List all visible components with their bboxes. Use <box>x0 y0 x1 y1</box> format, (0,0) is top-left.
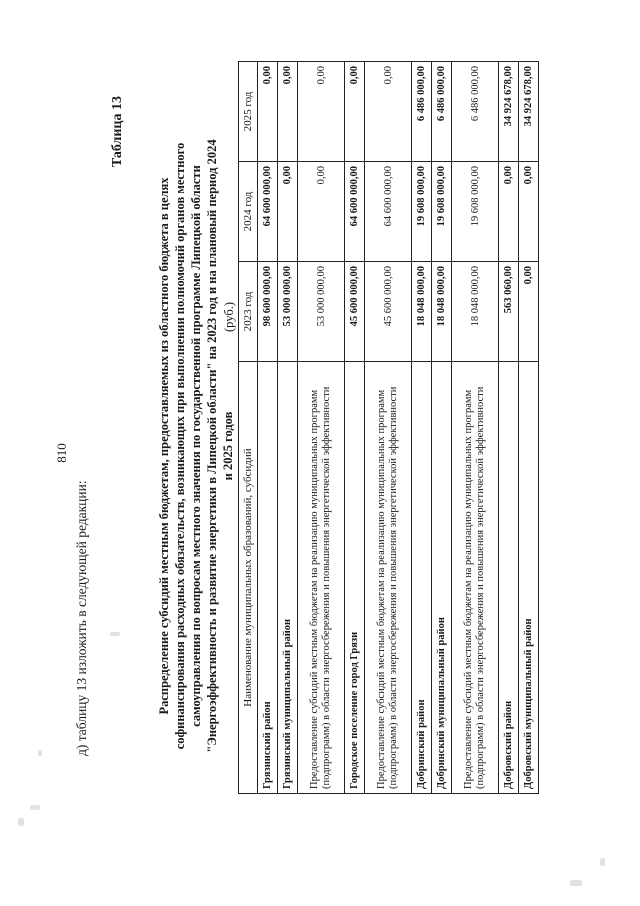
cell-2025: 34 924 678,00 <box>499 62 519 162</box>
table-label: Таблица 13 <box>110 96 125 168</box>
cell-2024: 64 600 000,00 <box>345 162 365 262</box>
intro-line: д) таблицу 13 изложить в следующей редакции: <box>74 480 89 756</box>
subsidy-table <box>238 61 539 794</box>
cell-2025: 6 486 000,00 <box>432 62 452 162</box>
table-row <box>365 62 412 794</box>
header-2024: 2024 год <box>239 162 258 262</box>
header-name: Наименование муниципальных образований, субсидий <box>239 362 258 794</box>
cell-name: Добринский муниципальный район <box>432 362 452 794</box>
cell-name: Городское поселение город Грязи <box>345 362 365 794</box>
cell-2023: 53 000 000,00 <box>298 262 345 362</box>
cell-name: Предоставление субсидий местным бюджетам на реализацию муниципальных программ (подпрограмм) в области энергосбережения и повышения энергетической эффективности <box>452 362 499 794</box>
cell-2023: 98 600 000,00 <box>258 262 278 362</box>
cell-2023: 18 048 000,00 <box>452 262 499 362</box>
cell-2025: 6 486 000,00 <box>412 62 432 162</box>
cell-2024: 64 600 000,00 <box>258 162 278 262</box>
cell-name: Добровский муниципальный район <box>519 362 539 794</box>
table-row <box>452 62 499 794</box>
cell-2023: 18 048 000,00 <box>412 262 432 362</box>
cell-2023: 45 600 000,00 <box>345 262 365 362</box>
table-body <box>258 62 539 794</box>
cell-name: Предоставление субсидий местным бюджетам на реализацию муниципальных программ (подпрограмм) в области энергосбережения и повышения энергетической эффективности <box>298 362 345 794</box>
table-heading: Распределение субсидий местным бюджетам, предоставляемых из областного бюджета в целях софинансирования расходных обязательств, возникающих при выполнении полномочий органов местного самоуправления по вопросам местного значения по государственной программе Липецкой области "Энергоэффективность и развитие энергетики в Липецкой области" на 2023 год и на плановый период 2024 и 2025 годов <box>157 139 235 753</box>
table-row <box>412 62 432 794</box>
cell-2025: 0,00 <box>298 62 345 162</box>
table-row <box>258 62 278 794</box>
cell-name: Добринский район <box>412 362 432 794</box>
cell-name: Предоставление субсидий местным бюджетам на реализацию муниципальных программ (подпрограмм) в области энергосбережения и повышения энергетической эффективности <box>365 362 412 794</box>
cell-2025: 0,00 <box>365 62 412 162</box>
table-row <box>519 62 539 794</box>
cell-2023: 53 000 000,00 <box>278 262 298 362</box>
cell-name: Добровский район <box>499 362 519 794</box>
cell-2024: 0,00 <box>298 162 345 262</box>
table-header-row <box>239 62 258 794</box>
header-2025: 2025 год <box>239 62 258 162</box>
cell-2025: 0,00 <box>345 62 365 162</box>
cell-2023: 45 600 000,00 <box>365 262 412 362</box>
cell-2025: 0,00 <box>258 62 278 162</box>
table-row <box>278 62 298 794</box>
cell-name: Грязинский муниципальный район <box>278 362 298 794</box>
cell-2025: 0,00 <box>278 62 298 162</box>
table-row <box>345 62 365 794</box>
cell-name: Грязинский район <box>258 362 278 794</box>
header-2023: 2023 год <box>239 262 258 362</box>
cell-2024: 0,00 <box>278 162 298 262</box>
table-row <box>432 62 452 794</box>
cell-2024: 0,00 <box>519 162 539 262</box>
cell-2024: 64 600 000,00 <box>365 162 412 262</box>
cell-2025: 6 486 000,00 <box>452 62 499 162</box>
scan-speck <box>18 818 24 826</box>
unit-label: (руб.) <box>222 302 236 332</box>
cell-2023: 18 048 000,00 <box>432 262 452 362</box>
cell-2025: 34 924 678,00 <box>519 62 539 162</box>
table-row <box>298 62 345 794</box>
cell-2023: 563 060,00 <box>499 262 519 362</box>
cell-2024: 19 608 000,00 <box>432 162 452 262</box>
scan-speck <box>110 632 120 636</box>
page-number: 810 <box>54 443 69 463</box>
scan-speck <box>38 750 42 756</box>
cell-2024: 19 608 000,00 <box>412 162 432 262</box>
cell-2024: 0,00 <box>499 162 519 262</box>
cell-2023: 0,00 <box>519 262 539 362</box>
cell-2024: 19 608 000,00 <box>452 162 499 262</box>
scan-speck <box>30 805 40 810</box>
scan-speck <box>600 858 605 866</box>
scan-speck <box>570 880 582 886</box>
table-row <box>499 62 519 794</box>
